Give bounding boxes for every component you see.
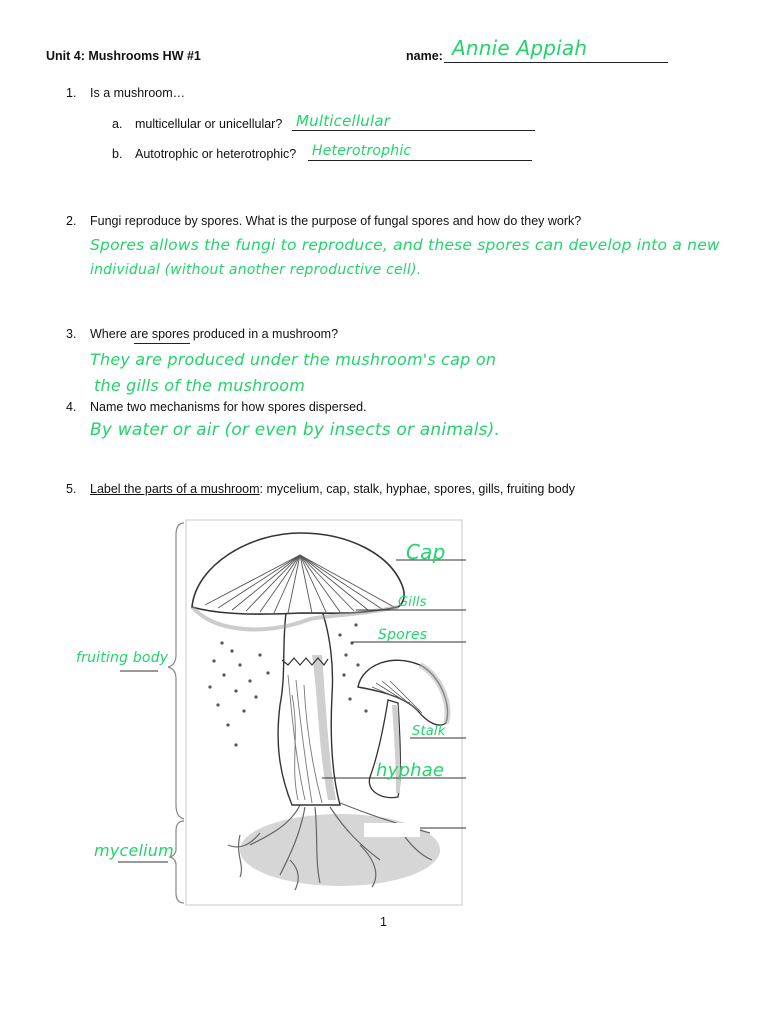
q4-answer: By water or air (or even by insects or animals). <box>90 420 501 440</box>
worksheet-title: Unit 4: Mushrooms HW #1 <box>46 49 201 63</box>
q3-spores-underline <box>134 343 190 344</box>
label-cap: Cap <box>406 540 446 564</box>
label-spores: Spores <box>378 627 428 643</box>
q1b-answer: Heterotrophic <box>312 143 412 159</box>
q2-text: Fungi reproduce by spores. What is the purpose of fungal spores and how do they work? <box>90 214 582 228</box>
label-stalk: Stalk <box>412 724 446 739</box>
label-fruiting-body: fruiting body <box>76 650 169 666</box>
q5-text-rest: : mycelium, cap, stalk, hyphae, spores, gills, fruiting body <box>259 482 575 496</box>
q1a-letter: a. <box>112 117 123 131</box>
label-gills: Gills <box>398 595 427 610</box>
q1b-text: Autotrophic or heterotrophic? <box>135 147 297 161</box>
mycelium-brace <box>170 821 184 903</box>
q3-answer-line2: the gills of the mushroom <box>94 376 306 395</box>
fruiting-body-brace <box>168 523 184 819</box>
name-label: name: <box>406 49 443 63</box>
q5-text-underlined: Label the parts of a mushroom <box>90 482 260 496</box>
q4-text: Name two mechanisms for how spores dispersed. <box>90 400 367 414</box>
q1a-text: multicellular or unicellular? <box>135 117 283 131</box>
label-hyphae: hyphae <box>376 760 445 781</box>
q2-answer-line1: Spores allows the fungi to reproduce, and these spores can develop into a new <box>90 236 720 254</box>
q3-answer-line1: They are produced under the mushroom's cap on <box>90 350 497 369</box>
q2-number: 2. <box>66 214 77 228</box>
q1-number: 1. <box>66 86 77 100</box>
q1a-underline <box>292 130 535 131</box>
q5-number: 5. <box>66 482 77 496</box>
q1-text: Is a mushroom… <box>90 86 186 100</box>
label-mycelium: mycelium <box>94 841 174 860</box>
page-number: 1 <box>380 915 387 929</box>
covered-label-box <box>364 823 420 837</box>
q1a-answer: Multicellular <box>296 112 391 130</box>
name-underline <box>444 62 668 63</box>
q3-number: 3. <box>66 327 77 341</box>
name-answer: Annie Appiah <box>452 36 588 60</box>
q3-text: Where are spores produced in a mushroom? <box>90 327 339 341</box>
q1b-letter: b. <box>112 147 123 161</box>
q4-number: 4. <box>66 400 77 414</box>
q1b-underline <box>308 160 532 161</box>
q2-answer-line2: individual (without another reproductive cell). <box>90 262 422 278</box>
q5-text <box>90 482 575 496</box>
